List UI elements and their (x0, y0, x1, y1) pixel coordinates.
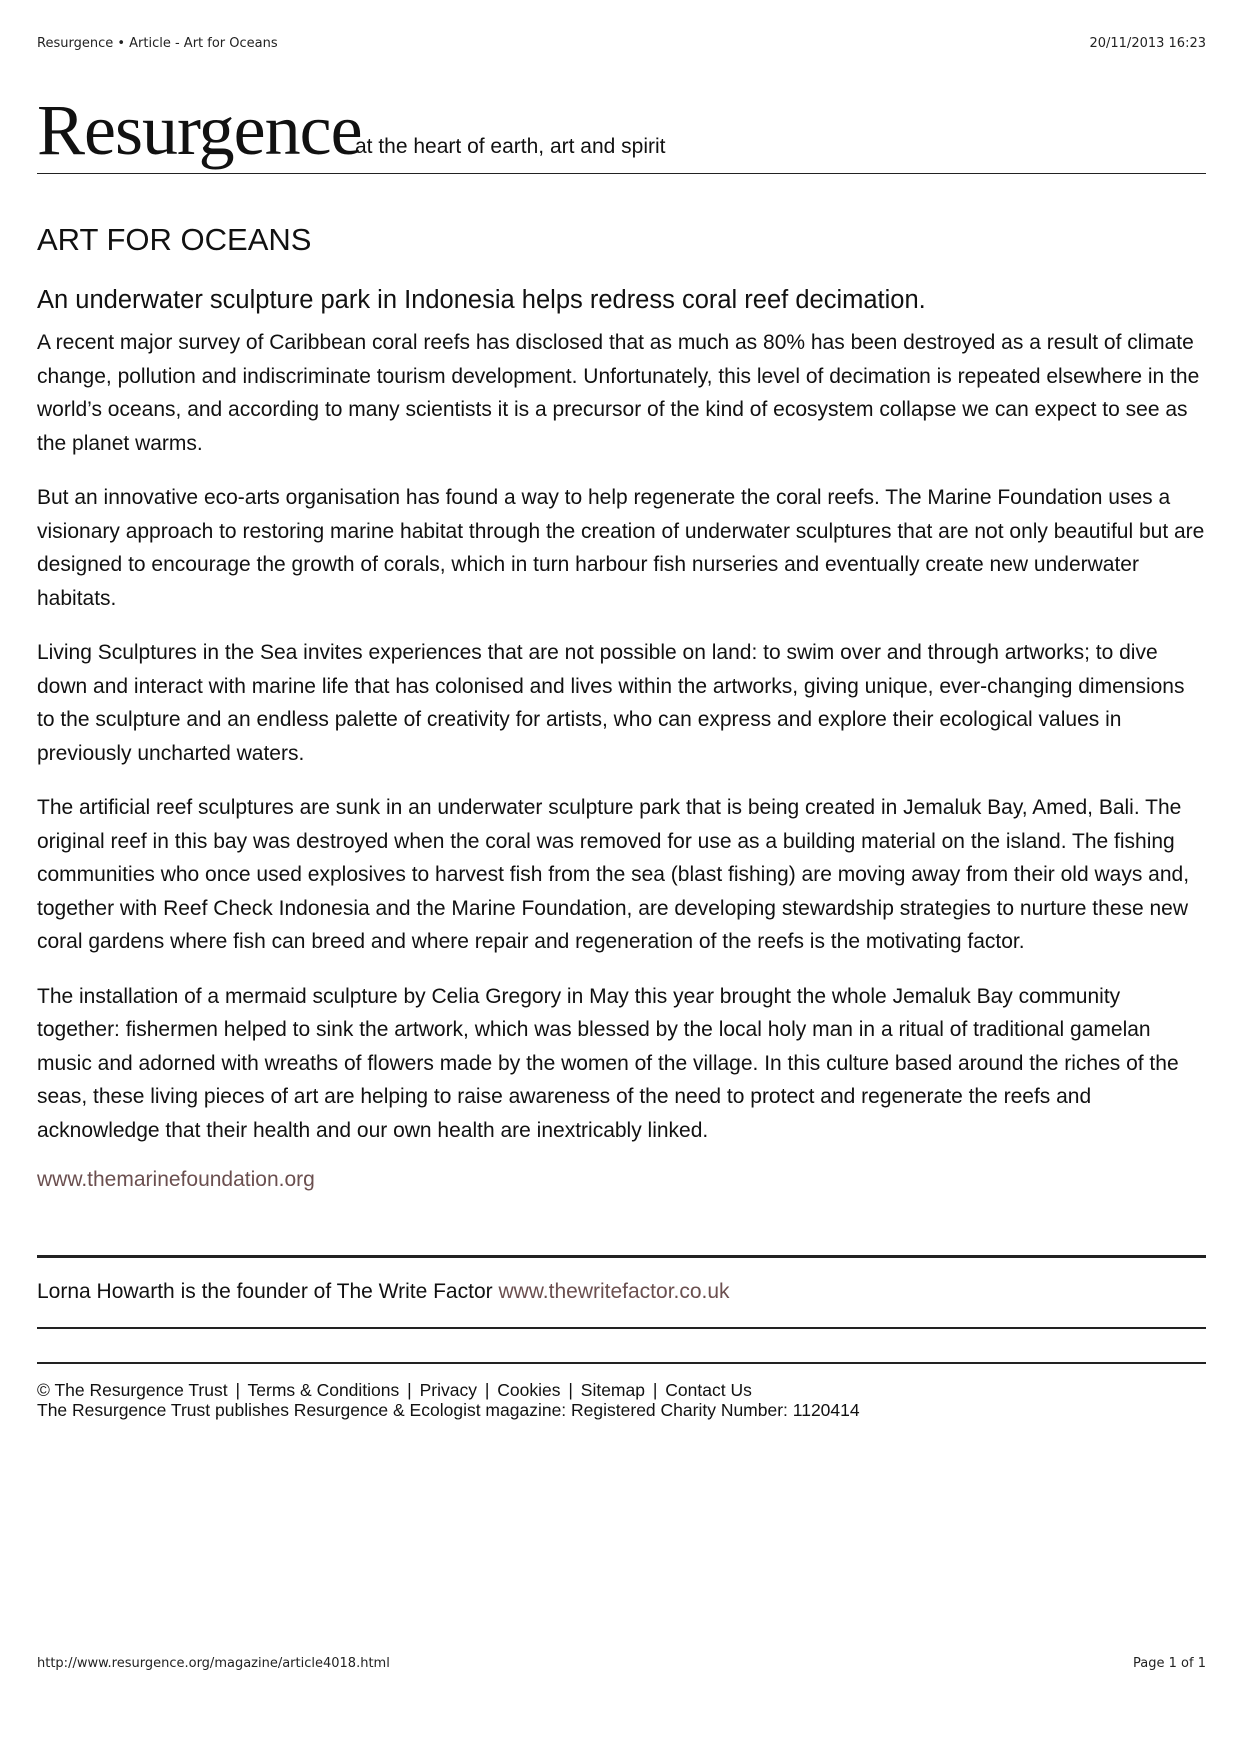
print-page-number: Page 1 of 1 (1133, 1656, 1206, 1671)
footer-separator: | (484, 1380, 490, 1400)
article-link-line (37, 1163, 1206, 1197)
article-paragraph-5: The installation of a mermaid sculpture by Celia Gregory in May this year brought the whole Jemaluk Bay community together: fishermen helped to sink the artwork, which was blessed by the local holy man in a ritual of traditional gamelan music and adorned with wreaths of flowers made by the women of the village. In this culture based around the riches of the seas, these living pieces of art are helping to raise awareness of the need to protect and regenerate the reefs and acknowledge that their health and our own health are inextricably linked. (37, 984, 1179, 1142)
article-standfirst: An underwater sculpture park in Indonesia helps redress coral reef decimation. (37, 286, 926, 314)
article-paragraph-1: A recent major survey of Caribbean coral reefs has disclosed that as much as 80% has been destroyed as a result of climate change, pollution and indiscriminate tourism development. Unfortunately, this level of decimation is repeated elsewhere in the world’s oceans, and according to many scientists it is a precursor of the kind of ecosystem collapse we can expect to see as the planet warms. (37, 331, 1200, 455)
print-datetime: 20/11/2013 16:23 (1089, 36, 1206, 51)
author-bio (37, 1277, 730, 1307)
print-footer (37, 1656, 1206, 1671)
write-factor-link[interactable]: www.thewritefactor.co.uk (498, 1280, 730, 1303)
masthead (37, 92, 1206, 174)
footer-link-terms[interactable]: Terms & Conditions (247, 1380, 400, 1400)
brand-logo[interactable]: Resurgence (37, 90, 362, 170)
footer-publisher-line: The Resurgence Trust publishes Resurgence & Ecologist magazine: Registered Charity Number: 1120414 (37, 1400, 860, 1420)
article (37, 220, 1206, 1197)
footer-links (37, 1380, 860, 1400)
footer-separator: | (568, 1380, 573, 1400)
article-paragraph-4: The artificial reef sculptures are sunk in an underwater sculpture park that is being created in Jemaluk Bay, Amed, Bali. The original reef in this bay was destroyed when the coral was removed for use as a building material on the island. The fishing communities who once used explosives to harvest fish from the sea (blast fishing) are moving away from their old ways and, together with Reef Check Indonesia and the Marine Foundation, are developing stewardship strategies to nurture these new coral gardens where fish can breed and where repair and regeneration of the reefs is the motivating factor. (37, 796, 1190, 953)
footer-separator: | (235, 1380, 240, 1400)
footer-link-sitemap[interactable]: Sitemap (580, 1380, 645, 1400)
footer-copyright: © The Resurgence Trust (37, 1380, 228, 1400)
print-page-title: Resurgence • Article - Art for Oceans (37, 36, 278, 51)
print-url: http://www.resurgence.org/magazine/article4018.html (37, 1656, 390, 1671)
brand-tagline: at the heart of earth, art and spirit (355, 135, 666, 158)
footer-link-contact[interactable]: Contact Us (665, 1380, 752, 1400)
article-title: ART FOR OCEANS (37, 222, 312, 257)
site-footer (37, 1380, 860, 1420)
divider-above-footer (37, 1362, 1206, 1364)
footer-separator: | (652, 1380, 658, 1400)
divider-below-bio (37, 1327, 1206, 1329)
print-header (37, 36, 1206, 51)
footer-separator: | (407, 1380, 412, 1400)
marine-foundation-link[interactable]: www.themarinefoundation.org (37, 1168, 315, 1191)
author-bio-text: Lorna Howarth is the founder of The Write Factor (37, 1280, 493, 1303)
divider-above-bio (37, 1255, 1206, 1258)
footer-link-privacy[interactable]: Privacy (419, 1380, 477, 1400)
footer-link-cookies[interactable]: Cookies (497, 1380, 561, 1400)
article-paragraph-3: Living Sculptures in the Sea invites experiences that are not possible on land: to swim over and through artworks; to dive down and interact with marine life that has colonised and lives within the artworks, giving unique, ever-changing dimensions to the sculpture and an endless palette of creativity for artists, who can express and explore their ecological values in previously uncharted waters. (37, 641, 1185, 765)
article-paragraph-2: But an innovative eco-arts organisation has found a way to help regenerate the coral reefs. The Marine Foundation uses a visionary approach to restoring marine habitat through the creation of underwater sculptures that are not only beautiful but are designed to encourage the growth of corals, which in turn harbour fish nurseries and eventually create new underwater habitats. (37, 486, 1205, 610)
